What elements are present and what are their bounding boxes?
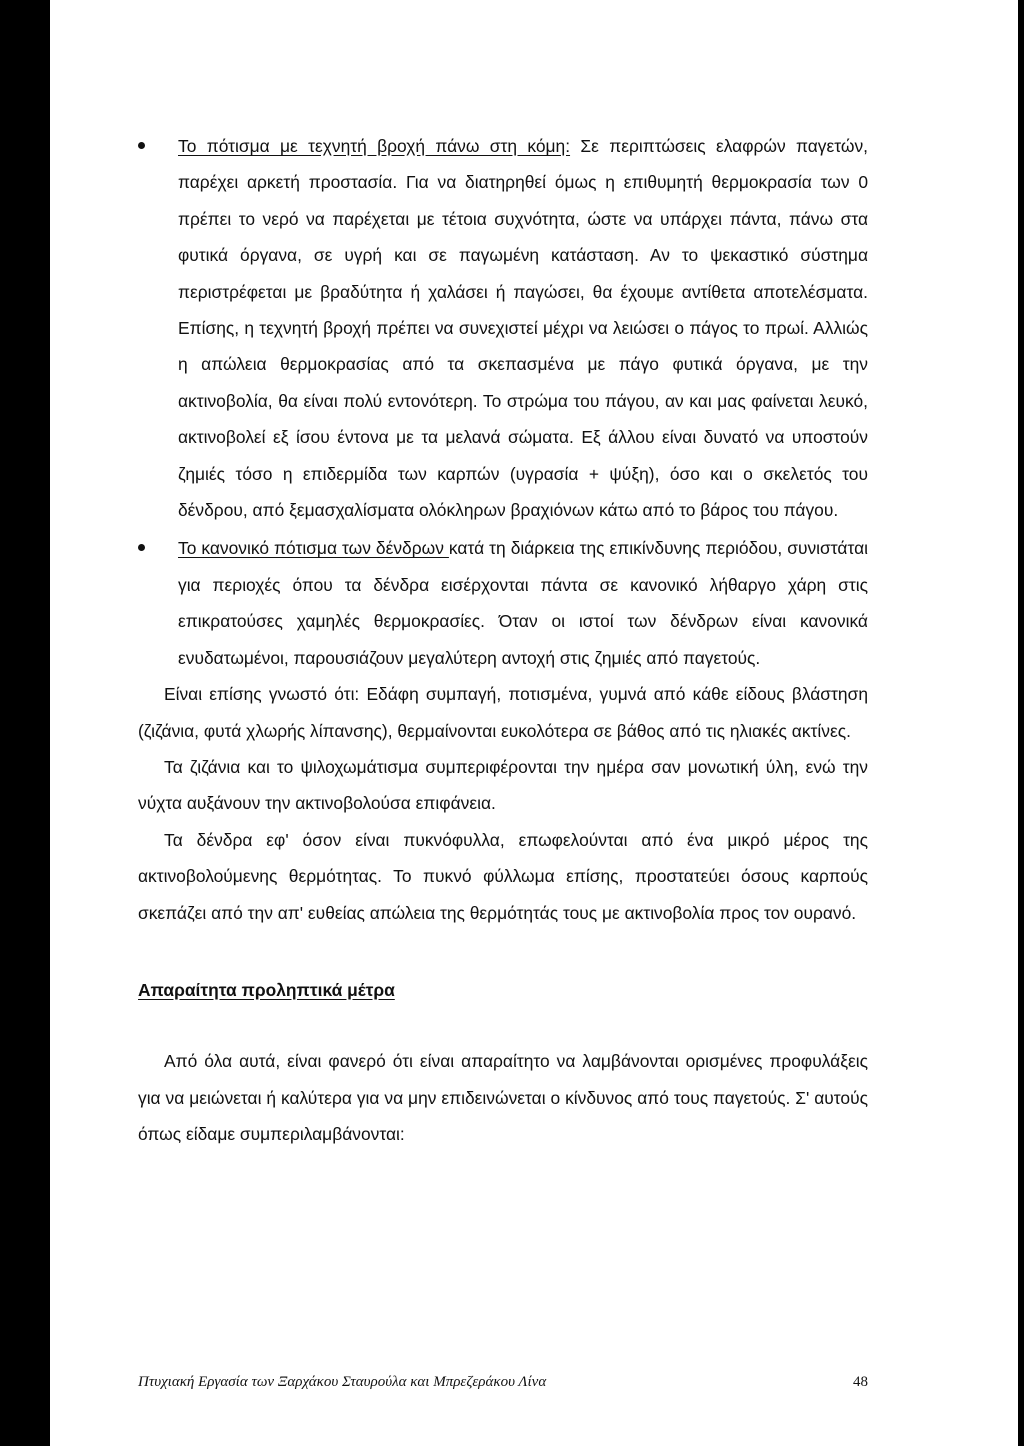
bullet-body-text: Σε περιπτώσεις ελαφρών παγετών, παρέχει αρκετή προστασία. Για να διατηρηθεί όμως η επιθυμητή θερμοκρασία των 0 πρέπει το νερό να παρέχεται με τέτοια συχνότητα, ώστε να υπάρχει πάντα, πάνω στα φυτικά όργανα, σε υγρή και σε παγωμένη κατάσταση. Αν το ψεκαστικό σύστημα περιστρέφεται με βραδύτητα ή χαλάσει ή παγώσει, θα έχουμε αντίθετα αποτελέσματα. Επίσης, η τεχνητή βροχή πρέπει να συνεχιστεί μέχρι να λειώσει ο πάγος το πρωί. Αλλιώς η απώλεια θερμοκρασίας από τα σκεπασμένα με πάγο φυτικά όργανα, με την ακτινοβολία, θα είναι πολύ εντονότερη. Το στρώμα του πάγου, αν και μας φαίνεται λευκό, ακτινοβολεί εξ ίσου έντονα με τα μελανά σώματα. Εξ άλλου είναι δυνατό να υποστούν ζημιές τόσο η επιδερμίδα των καρπών (υγρασία + ψύξη), όσο και ο σκελετός του δένδρου, από ξεμασχαλίσματα ολόκληρων βραχιόνων κάτω από το βάρος του πάγου. [178, 136, 868, 521]
paragraph-preventive-measures: Από όλα αυτά, είναι φανερό ότι είναι απαραίτητο να λαμβάνονται ορισμένες προφυλάξεις για να μειώνεται ή καλύτερα για να μην επιδεινώνεται ο κίνδυνος από τους παγετούς. Σ' αυτούς όπως είδαμε συμπεριλαμβάνονται: [138, 1051, 868, 1145]
paragraph-soils: Είναι επίσης γνωστό ότι: Εδάφη συμπαγή, ποτισμένα, γυμνά από κάθε είδους βλάστηση (ζιζάνια, φυτά χλωρής λίπανσης), θερμαίνονται ευκολότερα σε βάθος από τις ηλιακές ακτίνες. [138, 684, 868, 741]
bullet-lead-underlined: Το πότισμα με τεχνητή βροχή πάνω στη κόμη: [178, 136, 571, 156]
paragraph-weeds: Τα ζιζάνια και το ψιλοχωμάτισμα συμπεριφέρονται την ημέρα σαν μονωτική ύλη, ενώ την νύχτα αυξάνουν την ακτινοβολούσα επιφάνεια. [138, 756, 868, 814]
bullet-icon [138, 544, 145, 551]
bullet-item-sprinkler-irrigation [138, 128, 868, 528]
bullet-item-normal-irrigation [138, 530, 868, 676]
bullet-lead-underlined: Το κανονικό πότισμα των δένδρων [178, 538, 449, 559]
document-page [50, 0, 1018, 1446]
section-heading: Απαραίτητα προληπτικά μέτρα [138, 979, 395, 1000]
page-footer [138, 1374, 868, 1391]
page-number: 48 [853, 1374, 868, 1390]
page-content [138, 128, 868, 1153]
bullet-body-text: κατά τη διάρκεια της επικίνδυνης περιόδου, συνιστάται για περιοχές όπου τα δένδρα εισέρχονται πάντα σε κανονικό λήθαργο χάρη στις επικρατούσες χαμηλές θερμοκρασίες. Όταν οι ιστοί των δένδρων είναι κανονικά ενυδατωμένοι, παρουσιάζουν μεγαλύτερη αντοχή στις ζημιές από παγετούς. [178, 538, 868, 668]
bullet-icon [138, 142, 145, 149]
paragraph-dense-foliage: Τα δένδρα εφ' όσον είναι πυκνόφυλλα, επωφελούνται από ένα μικρό μέρος της ακτινοβολούμενης θερμότητας. Το πυκνό φύλλωμα επίσης, προστατεύει όσους καρπούς σκεπάζει από την απ' ευθείας απώλεια της θερμότητάς τους με ακτινοβολία προς τον ουρανό. [138, 829, 868, 923]
footer-text: Πτυχιακή Εργασία των Ξαρχάκου Σταυρούλα και Μπρεζεράκου Λίνα [138, 1374, 547, 1390]
